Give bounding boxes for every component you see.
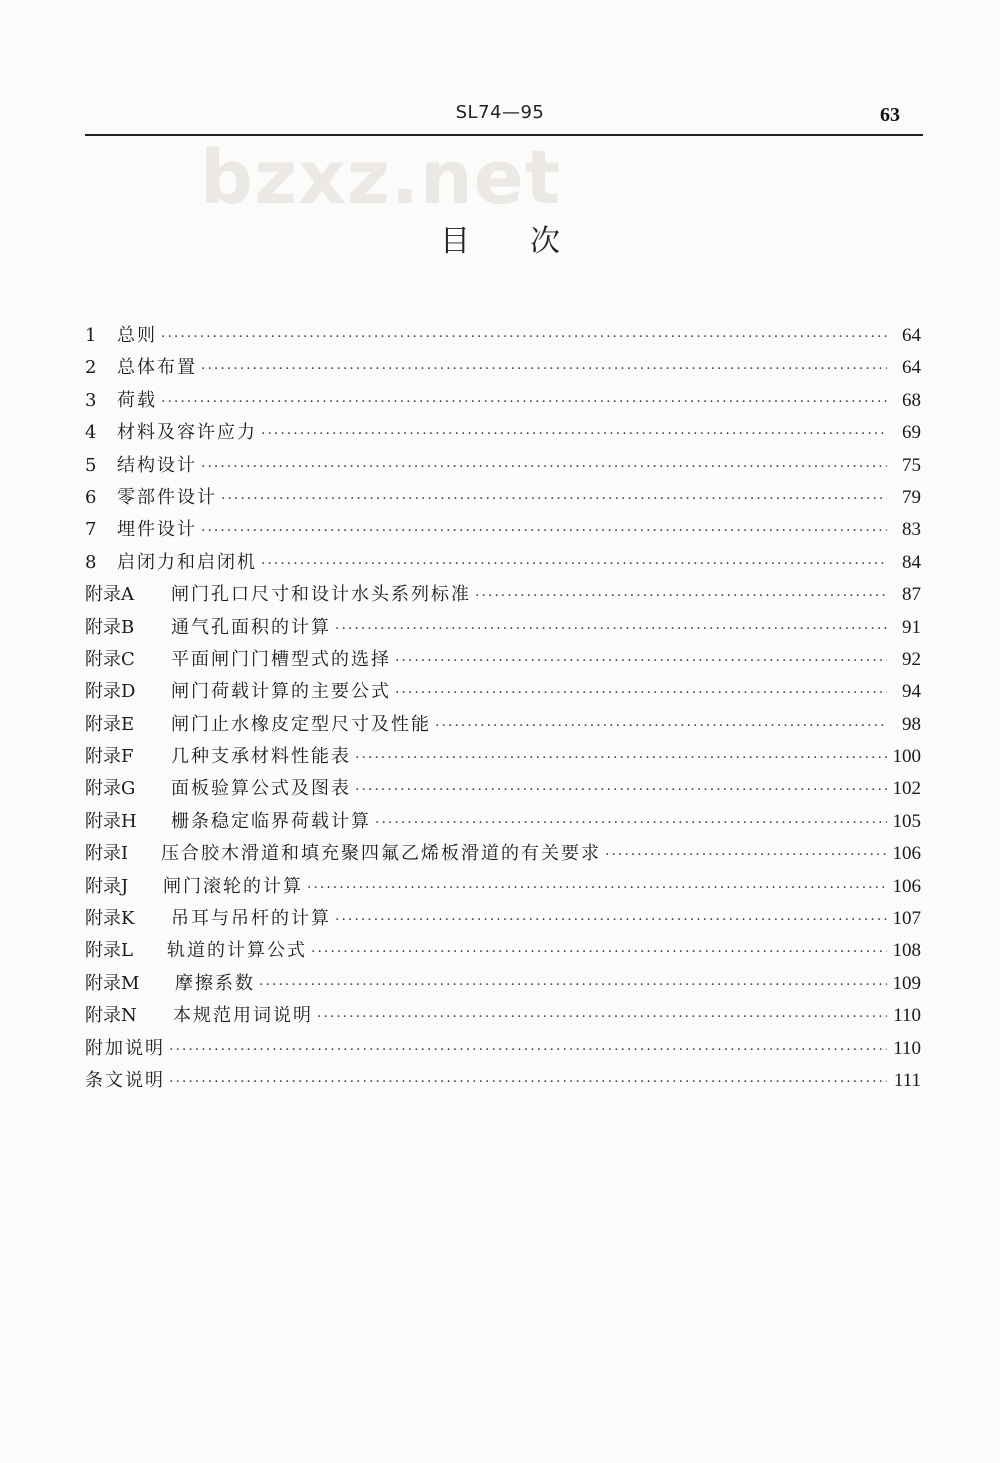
toc-entry-label: 总体布置 [117, 357, 197, 379]
toc-entry[interactable] [85, 838, 921, 870]
toc-entry-number: 附录C [85, 648, 135, 670]
toc-entry-page: 75 [902, 454, 921, 476]
toc-entry-page: 106 [892, 875, 921, 897]
toc-entry-label: 闸门孔口尺寸和设计水头系列标准 [171, 584, 471, 606]
dot-leader [259, 969, 887, 1001]
dot-leader [335, 904, 887, 936]
standard-code: SL74—95 [455, 102, 545, 123]
toc-entry-label: 闸门止水橡皮定型尺寸及性能 [171, 713, 431, 735]
toc-entry-label: 启闭力和启闭机 [117, 551, 257, 573]
header-rule [85, 134, 923, 136]
toc-entry-page: 84 [902, 551, 921, 573]
toc-entry-label: 吊耳与吊杆的计算 [171, 908, 331, 930]
dot-leader [161, 386, 887, 418]
dot-leader [161, 321, 887, 353]
toc-entry-number: 3 [85, 389, 97, 411]
watermark: bzxz.net [200, 135, 562, 221]
toc-entry-label: 闸门滚轮的计算 [163, 875, 303, 897]
toc-entry[interactable] [85, 903, 921, 935]
toc-entry-label: 条文说明 [85, 1069, 165, 1091]
toc-entry[interactable] [85, 1065, 921, 1097]
toc-entry-number: 附录B [85, 616, 135, 638]
toc-entry[interactable] [85, 547, 921, 579]
dot-leader [355, 774, 887, 806]
toc-entry-number: 5 [85, 454, 97, 476]
toc-entry[interactable] [85, 968, 921, 1000]
dot-leader [307, 872, 887, 904]
toc-entry-page: 109 [892, 972, 921, 994]
toc-entry-label: 材料及容许应力 [117, 422, 257, 444]
toc-entry-label: 平面闸门门槽型式的选择 [171, 648, 391, 670]
toc-entry-page: 68 [902, 389, 921, 411]
toc-entry[interactable] [85, 514, 921, 546]
dot-leader [605, 839, 887, 871]
toc-entry-label: 本规范用词说明 [173, 1005, 313, 1027]
toc-entry-page: 83 [902, 519, 921, 541]
toc-entry-number: 附录N [85, 1005, 137, 1027]
toc-entry-page: 105 [892, 810, 921, 832]
toc-entry-page: 91 [902, 616, 921, 638]
toc-entry-number: 附录K [85, 908, 135, 930]
toc-entry-page: 110 [893, 1005, 921, 1027]
toc-entry-number: 附录J [85, 875, 129, 897]
toc-entry[interactable] [85, 417, 921, 449]
dot-leader [169, 1066, 887, 1098]
toc-entry[interactable] [85, 352, 921, 384]
toc-entry[interactable] [85, 935, 921, 967]
toc-entry-page: 94 [902, 681, 921, 703]
toc-entry-label: 附加说明 [85, 1037, 165, 1059]
toc-entry[interactable] [85, 1000, 921, 1032]
toc-entry-number: 4 [85, 422, 97, 444]
toc-entry-label: 零部件设计 [117, 486, 217, 508]
toc-entry-label: 栅条稳定临界荷载计算 [171, 810, 371, 832]
toc-entry-number: 附录A [85, 584, 134, 606]
table-of-contents [85, 320, 921, 1097]
toc-title: 目次 [440, 224, 620, 259]
toc-entry[interactable] [85, 871, 921, 903]
toc-entry-number: 7 [85, 519, 97, 541]
toc-entry-number: 附录F [85, 746, 134, 768]
dot-leader [221, 483, 887, 515]
toc-entry-page: 111 [893, 1069, 921, 1091]
toc-entry-number: 附录D [85, 681, 136, 703]
dot-leader [335, 613, 887, 645]
dot-leader [201, 451, 887, 483]
toc-entry-page: 64 [902, 357, 921, 379]
dot-leader [261, 548, 887, 580]
dot-leader [475, 580, 887, 612]
toc-entry[interactable] [85, 806, 921, 838]
toc-entry-number: 2 [85, 357, 97, 379]
toc-entry[interactable] [85, 579, 921, 611]
toc-entry-number: 附录H [85, 810, 137, 832]
toc-entry[interactable] [85, 676, 921, 708]
dot-leader [317, 1001, 887, 1033]
toc-entry-label: 通气孔面积的计算 [171, 616, 331, 638]
toc-entry-number: 附录I [85, 843, 129, 865]
toc-entry[interactable] [85, 482, 921, 514]
toc-entry-page: 92 [902, 648, 921, 670]
dot-leader [435, 710, 887, 742]
toc-entry-page: 69 [902, 422, 921, 444]
page-number: 63 [880, 104, 900, 126]
toc-entry-page: 79 [902, 486, 921, 508]
toc-entry[interactable] [85, 1033, 921, 1065]
dot-leader [201, 353, 887, 385]
toc-entry-page: 110 [893, 1037, 921, 1059]
toc-entry-number: 6 [85, 486, 97, 508]
toc-entry-page: 98 [902, 713, 921, 735]
dot-leader [311, 936, 887, 968]
toc-entry-label: 总则 [117, 325, 157, 346]
toc-entry[interactable] [85, 741, 921, 773]
toc-entry-number: 附录G [85, 778, 136, 800]
toc-entry[interactable] [85, 709, 921, 741]
toc-entry-page: 108 [892, 940, 921, 962]
toc-entry-page: 87 [902, 584, 921, 606]
toc-entry[interactable] [85, 450, 921, 482]
toc-entry-page: 64 [902, 325, 921, 346]
toc-entry[interactable] [85, 320, 921, 352]
toc-entry-label: 摩擦系数 [175, 972, 255, 994]
dot-leader [261, 418, 887, 450]
toc-entry[interactable] [85, 385, 921, 417]
dot-leader [395, 645, 887, 677]
dot-leader [375, 807, 887, 839]
dot-leader [169, 1034, 887, 1066]
toc-entry-number: 8 [85, 551, 97, 573]
toc-entry-page: 100 [892, 746, 921, 768]
toc-entry-number: 1 [85, 325, 97, 346]
toc-entry-label: 轨道的计算公式 [167, 940, 307, 962]
toc-entry-label: 结构设计 [117, 454, 197, 476]
toc-entry[interactable] [85, 644, 921, 676]
toc-entry-label: 压合胶木滑道和填充聚四氟乙烯板滑道的有关要求 [161, 843, 601, 865]
toc-entry-label: 几种支承材料性能表 [171, 746, 351, 768]
toc-entry-label: 荷载 [117, 389, 157, 411]
toc-entry-label: 面板验算公式及图表 [171, 778, 351, 800]
toc-entry-label: 闸门荷载计算的主要公式 [171, 681, 391, 703]
toc-entry-label: 埋件设计 [117, 519, 197, 541]
dot-leader [201, 515, 887, 547]
toc-entry-page: 106 [892, 843, 921, 865]
toc-entry-page: 102 [892, 778, 921, 800]
toc-entry[interactable] [85, 773, 921, 805]
toc-entry-number: 附录L [85, 940, 133, 962]
dot-leader [355, 742, 887, 774]
dot-leader [395, 677, 887, 709]
toc-entry-number: 附录E [85, 713, 135, 735]
toc-entry-number: 附录M [85, 972, 140, 994]
toc-entry[interactable] [85, 612, 921, 644]
toc-entry-page: 107 [892, 908, 921, 930]
